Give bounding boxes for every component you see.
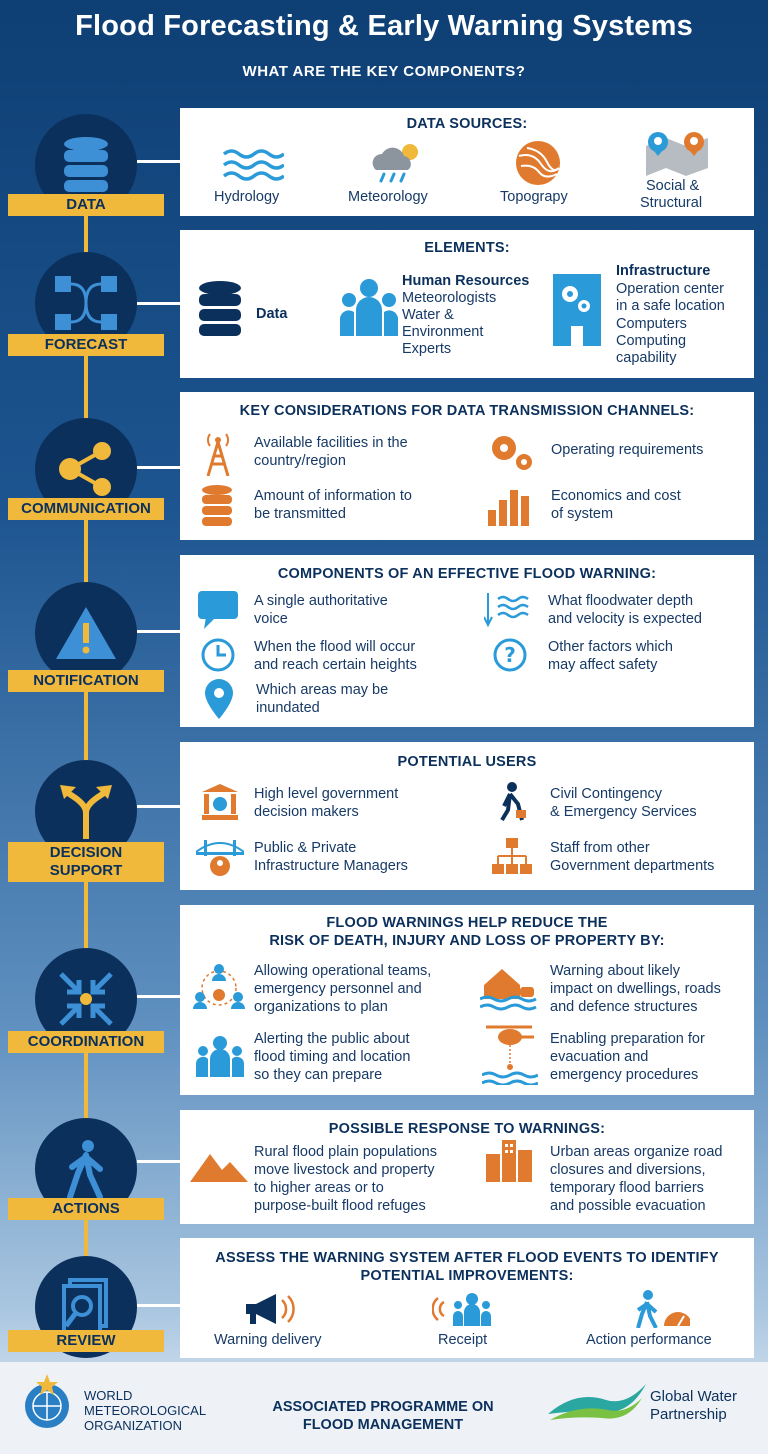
urban-line-1: Urban areas organize road <box>550 1144 723 1160</box>
apfm-line-1: ASSOCIATED PROGRAMME ON <box>272 1399 494 1415</box>
people-group-icon <box>340 278 398 338</box>
impact-line-1: Warning about likely <box>550 963 681 979</box>
panel-title: KEY CONSIDERATIONS FOR DATA TRANSMISSION CHANNELS: <box>239 403 695 419</box>
data-element-label: Data <box>256 306 288 322</box>
panel-title-1: FLOOD WARNINGS HELP REDUCE THE <box>326 915 608 931</box>
facilities-line-1: Available facilities in the <box>254 435 408 451</box>
connector <box>137 995 180 998</box>
mountains-icon <box>190 1150 248 1182</box>
facilities-line-2: country/region <box>254 453 346 469</box>
bar-chart-icon <box>488 484 530 526</box>
rural-line-1: Rural flood plain populations <box>254 1144 437 1160</box>
topography-icon <box>515 140 561 186</box>
civil-line-2: & Emergency Services <box>550 804 697 820</box>
radio-tower-icon <box>202 430 234 476</box>
gwp-line-1: Global Water <box>650 1388 737 1405</box>
performance-gauge-icon <box>634 1290 690 1328</box>
infra-line-2: in a safe location <box>616 298 725 314</box>
infographic-title: Flood Forecasting & Early Warning Systems <box>75 10 693 42</box>
connector <box>137 1160 180 1163</box>
evac-line-2: evacuation and <box>550 1049 649 1065</box>
public-line-3: so they can prepare <box>254 1067 383 1083</box>
panel-title: POTENTIAL USERS <box>397 754 537 770</box>
social-map-icon <box>644 132 710 176</box>
depth-line-2: and velocity is expected <box>548 611 702 627</box>
amount-line-2: be transmitted <box>254 506 346 522</box>
connector <box>137 302 180 305</box>
public-line-1: Alerting the public about <box>254 1031 410 1047</box>
connector <box>137 1304 180 1307</box>
hr-title: Human Resources <box>402 273 530 289</box>
notification-panel <box>180 555 754 727</box>
footer <box>0 1362 768 1454</box>
gov-line-1: High level government <box>254 786 399 802</box>
rural-line-4: purpose-built flood refuges <box>254 1198 426 1214</box>
impact-line-3: and defence structures <box>550 999 698 1015</box>
water-depth-icon <box>484 591 532 627</box>
other-line-2: may affect safety <box>548 657 658 673</box>
evac-line-3: emergency procedures <box>550 1067 699 1083</box>
stage-label-communication: COMMUNICATION <box>8 498 164 520</box>
stage-label-review: REVIEW <box>8 1330 164 1352</box>
infra-line-3: Computers <box>616 316 687 332</box>
other-line-1: Other factors which <box>548 639 673 655</box>
when-line-1: When the flood will occur <box>254 639 416 655</box>
infra-managers-line-2: Infrastructure Managers <box>254 858 408 874</box>
team-planning-icon <box>192 963 246 1013</box>
meteorology-label: Meteorology <box>348 189 428 205</box>
wmo-emblem-icon <box>18 1372 76 1434</box>
hr-line-4: Experts <box>402 341 452 357</box>
topography-label: Topograpy <box>500 189 568 205</box>
decision-line-1: DECISION <box>49 844 123 861</box>
delivery-label: Warning delivery <box>214 1332 322 1348</box>
hr-line-1: Meteorologists <box>402 290 497 306</box>
panel-title: ELEMENTS: <box>424 240 510 256</box>
flooded-house-icon <box>480 965 538 1011</box>
gears-icon <box>488 432 536 472</box>
rural-line-3: to higher areas or to <box>254 1180 384 1196</box>
stage-label-coordination: COORDINATION <box>8 1031 164 1053</box>
panel-title: COMPONENTS OF AN EFFECTIVE FLOOD WARNING: <box>277 566 657 582</box>
city-buildings-icon <box>486 1140 532 1182</box>
stage-label-decision-support <box>8 842 164 882</box>
infra-line-5: capability <box>616 350 677 366</box>
staff-line-1: Staff from other <box>550 840 650 856</box>
coordination-panel <box>180 905 754 1095</box>
wmo-line-1: WORLD <box>84 1388 133 1403</box>
svg-text:?: ? <box>504 643 516 667</box>
helicopter-rescue-icon <box>482 1023 538 1085</box>
receipt-label: Receipt <box>438 1332 488 1348</box>
wmo-line-3: ORGANIZATION <box>84 1418 182 1433</box>
gwp-line-2: Partnership <box>650 1406 727 1423</box>
org-chart-icon <box>492 838 532 876</box>
apfm-line-2: FLOOD MANAGEMENT <box>302 1417 464 1433</box>
gwp-logo-icon <box>546 1380 648 1424</box>
users-panel <box>180 742 754 890</box>
stage-label-notification: NOTIFICATION <box>8 670 164 692</box>
impact-line-2: impact on dwellings, roads <box>550 981 721 997</box>
megaphone-icon <box>242 1292 300 1326</box>
urban-line-2: closures and diversions, <box>550 1162 706 1178</box>
apfm-name <box>252 1398 514 1434</box>
panel-title: DATA SOURCES: <box>406 116 528 132</box>
warning-triangle-icon <box>35 582 137 684</box>
gwp-name <box>650 1388 737 1424</box>
urban-line-3: temporary flood barriers <box>550 1180 704 1196</box>
areas-line-1: Which areas may be <box>256 682 389 698</box>
rural-line-2: move livestock and property <box>254 1162 435 1178</box>
crowd-icon <box>194 1035 246 1077</box>
performance-label: Action performance <box>586 1332 712 1348</box>
hr-line-2: Water & <box>402 307 454 323</box>
connector <box>137 805 180 808</box>
social-label-2: Structural <box>640 195 703 211</box>
when-line-2: and reach certain heights <box>254 657 417 673</box>
stage-label-actions: ACTIONS <box>8 1198 164 1220</box>
panel-title-2: POTENTIAL IMPROVEMENTS: <box>360 1268 574 1284</box>
infra-line-1: Operation center <box>616 281 725 297</box>
amount-line-1: Amount of information to <box>254 488 412 504</box>
depth-line-1: What floodwater depth <box>548 593 694 609</box>
question-icon <box>492 637 528 673</box>
urban-line-4: and possible evacuation <box>550 1198 706 1214</box>
clock-icon <box>200 637 236 673</box>
wmo-name <box>84 1388 206 1433</box>
voice-line-2: voice <box>254 611 288 627</box>
speech-bubble-icon <box>198 591 238 629</box>
infographic-subtitle: WHAT ARE THE KEY COMPONENTS? <box>242 63 526 80</box>
infra-line-4: Computing <box>616 333 687 349</box>
audience-receipt-icon <box>432 1292 496 1326</box>
infra-title: Infrastructure <box>616 263 711 279</box>
communication-panel <box>180 392 754 540</box>
hr-line-3: Environment <box>402 324 484 340</box>
database-icon <box>196 280 244 338</box>
wmo-line-2: METEOROLOGICAL <box>84 1403 207 1418</box>
waves-icon <box>222 148 284 182</box>
database-icon <box>200 484 234 526</box>
weather-cloud-icon <box>370 140 426 186</box>
decision-line-2: SUPPORT <box>49 862 123 879</box>
voice-line-1: A single authoritative <box>254 593 388 609</box>
hydrology-label: Hydrology <box>214 189 280 205</box>
review-panel <box>180 1238 754 1358</box>
public-line-2: flood timing and location <box>254 1049 411 1065</box>
connector <box>137 466 180 469</box>
stage-label-data: DATA <box>8 194 164 216</box>
ops-line-1: Allowing operational teams, <box>254 963 432 979</box>
evac-line-1: Enabling preparation for <box>550 1031 705 1047</box>
operating-label: Operating requirements <box>551 442 704 458</box>
panel-title-2: RISK OF DEATH, INJURY AND LOSS OF PROPERTY BY: <box>269 933 665 949</box>
connector <box>137 160 180 163</box>
civil-line-1: Civil Contingency <box>550 786 663 802</box>
staff-line-2: Government departments <box>550 858 715 874</box>
areas-line-2: inundated <box>256 700 320 716</box>
gov-line-2: decision makers <box>254 804 359 820</box>
actions-panel <box>180 1110 754 1224</box>
panel-title: POSSIBLE RESPONSE TO WARNINGS: <box>328 1121 606 1137</box>
panel-title-1: ASSESS THE WARNING SYSTEM AFTER FLOOD EVENTS TO IDENTIFY <box>215 1250 719 1266</box>
ops-line-3: organizations to plan <box>254 999 388 1015</box>
connector <box>137 630 180 633</box>
stage-label-forecast: FORECAST <box>8 334 164 356</box>
rescuer-icon <box>496 782 528 822</box>
elements-panel <box>180 230 754 378</box>
economics-line-1: Economics and cost <box>551 488 681 504</box>
ops-line-2: emergency personnel and <box>254 981 422 997</box>
data-sources-panel <box>180 108 754 216</box>
location-pin-icon <box>204 679 234 719</box>
economics-line-2: of system <box>551 506 614 522</box>
infra-managers-line-1: Public & Private <box>254 840 357 856</box>
government-building-icon <box>200 782 240 822</box>
social-label-1: Social & <box>646 178 700 194</box>
bridge-icon <box>196 838 244 878</box>
building-gears-icon <box>553 274 601 346</box>
